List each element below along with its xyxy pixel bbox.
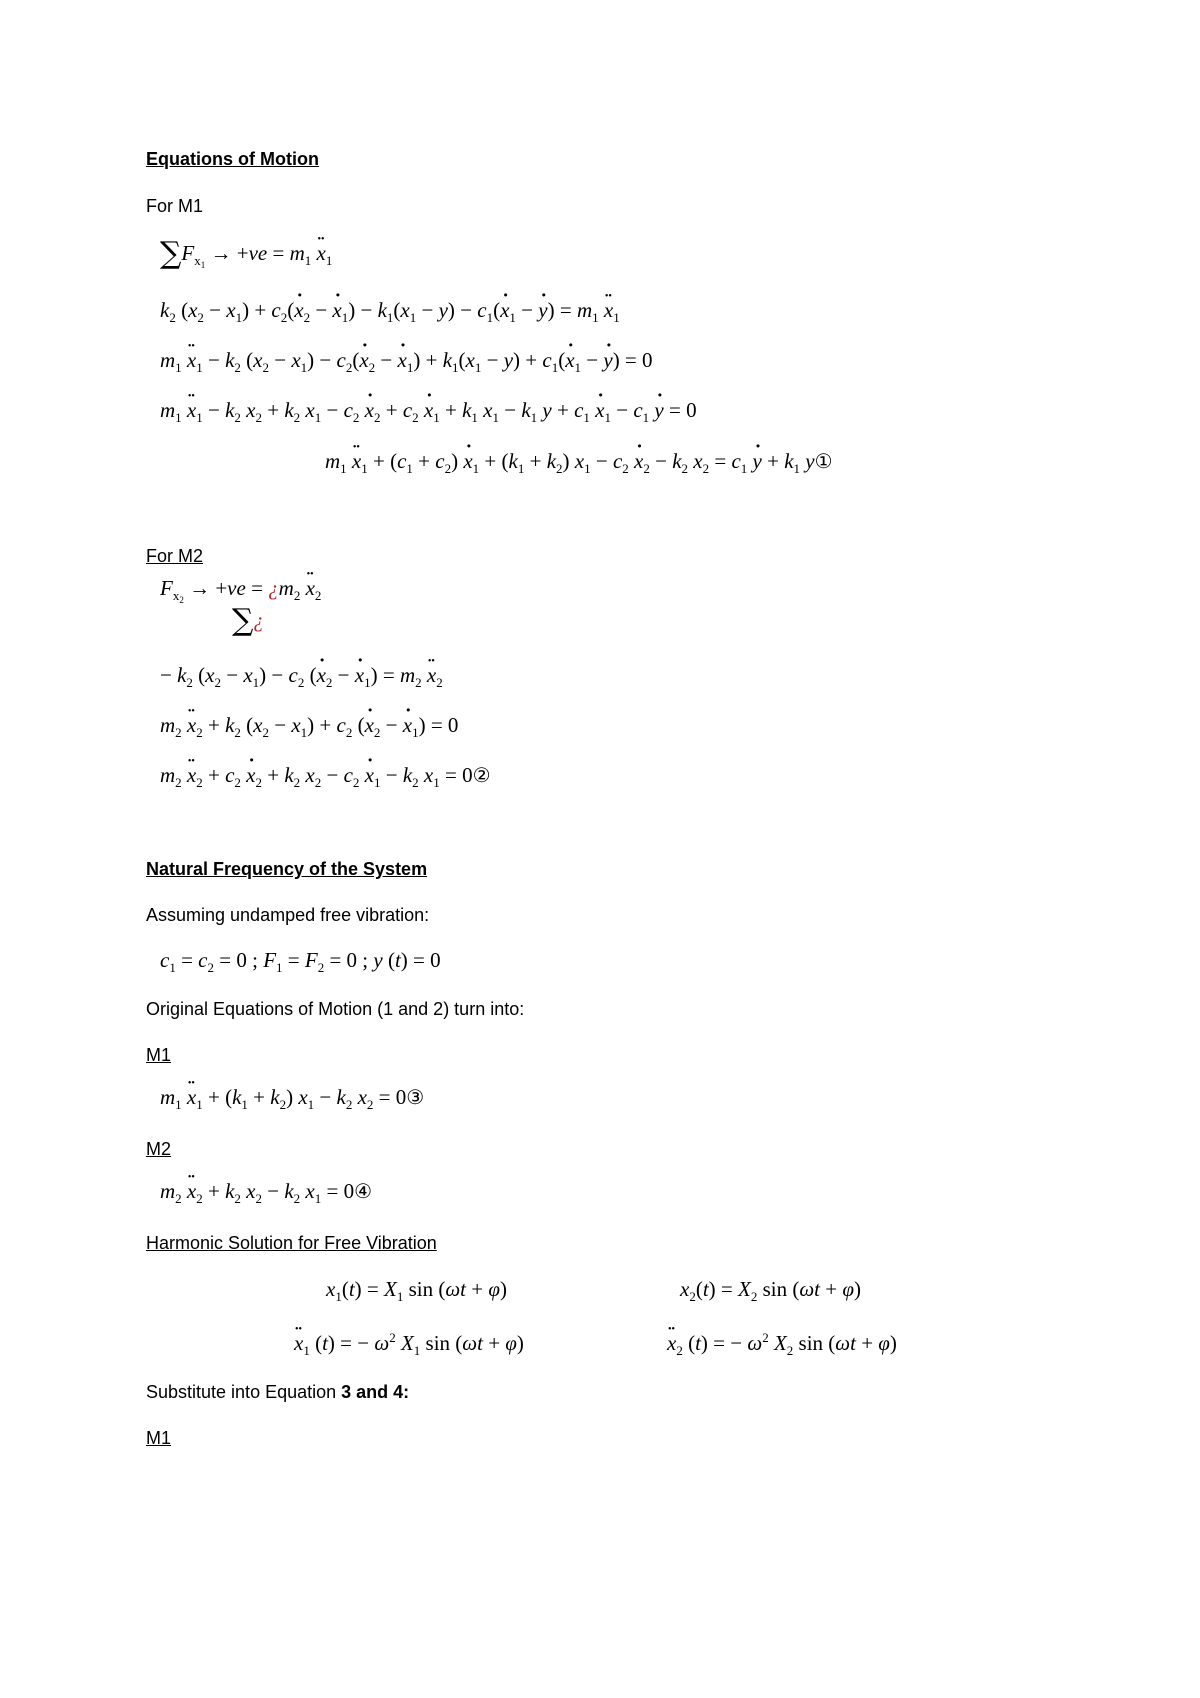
section-heading-natural-frequency: Natural Frequency of the System [146, 859, 428, 879]
equation-m2-rearranged: $m_2$ ¨ $x_2 + k_2$ $(x_2 - x_1) + c_2$ (˙ $x_2$ − ˙ $x_1) = 0$ [160, 710, 458, 740]
assumption-text: Assuming undamped free vibration: [146, 905, 430, 925]
equation-1: $m_1$ ¨ $x_1 + (c_1 + c_2)$ ˙ $x_1 + (k_1 + k_2) x_1 - c_2$ ˙ $x_2 - k_2$ $x_2 = c_1$ ˙ $y + k_1$ y① [325, 446, 833, 476]
equation-3: $m_1$ ¨ $x_1 + (k_1 + k_2) x_1 - k_2$ $x_2$ = 0③ [160, 1082, 424, 1112]
equation-m1-force-balance: $k_2$ $(x_2 - x_1)$ + $c_2(˙$ $x_2$ − ˙ $x_1) - k_1(x_1 - y)$ − $c_1(˙$ $x_1$ − ˙ $y) = m_1$ ¨ $x_1$ [160, 295, 620, 325]
equation-x1-acceleration: ¨ $x_1$ (t) = − $\omega^2$ $X_1$ sin (ωt + φ) [294, 1328, 524, 1358]
equation-sum-forces-m2: $F_{x_2} \to +ve$ = ¿$m_2$ ¨ $x_2$ [160, 573, 321, 603]
equation-sum-forces-m1: $\sum F_{x_1} \to +ve = m_1$ ¨ $x_1$ [160, 238, 332, 269]
equation-number-3: ③ [406, 1085, 425, 1109]
equation-number-2: ② [472, 763, 491, 787]
substitute-prefix: Substitute into Equation [146, 1382, 342, 1402]
turn-into-prefix: Original Equations of Motion ( [146, 999, 384, 1019]
equation-x2-acceleration: ¨ $x_2$ (t) = − $\omega^2$ $X_2$ sin (ωt + φ) [667, 1328, 897, 1358]
equation-undamped-conditions: $c_1 = c_2 = 0$ ; $F_1 = F_2 = 0$ ; y (t) = 0 [160, 948, 441, 975]
equation-4: $m_2$ ¨ $x_2 + k_2$ $x_2 - k_2$ $x_1$ = 0④ [160, 1176, 372, 1206]
equation-2: $m_2$ ¨ $x_2 + c_2$ ˙ $x_2 + k_2$ $x_2 - c_2$ ˙ $x_1 - k_2$ $x_1$ = 0② [160, 760, 491, 790]
substitute-text [146, 1381, 409, 1403]
equation-number-4: ④ [354, 1179, 373, 1203]
equation-m1-rearranged: $m_1$ ¨ $x_1 - k_2$ $(x_2 - x_1)$ − $c_2(˙$ $x_2$ − ˙ $x_1) + k_1(x_1 - y)$ + $c_1(˙$ $x_1$ − ˙ y) = 0 [160, 345, 653, 375]
section-heading-equations-of-motion: Equations of Motion [146, 149, 319, 169]
turn-into-equation-ref: 1 and 2 [383, 999, 444, 1019]
label-m1-substitute: M1 [146, 1428, 172, 1448]
equation-x2-harmonic: $x_2(t) = X_2$ sin (ωt + φ) [680, 1277, 861, 1304]
equation-m1-expanded: $m_1$ ¨ $x_1 - k_2$ $x_2 + k_2$ $x_1 - c_2$ ˙ $x_2 + c_2$ ˙ $x_1 + k_1$ $x_1 - k_1$ $y + c_1$ ˙ $x_1 - c_1$ ˙ y = 0 [160, 395, 697, 425]
label-for-m2: For M2 [146, 546, 204, 566]
equation-x1-harmonic: $x_1(t) = X_1$ sin (ωt + φ) [326, 1277, 507, 1304]
label-m1: M1 [146, 1045, 172, 1065]
substitute-equation-ref: 3 and 4: [341, 1382, 410, 1402]
turn-into-suffix: ) turn into: [443, 999, 525, 1019]
harmonic-solution-heading: Harmonic Solution for Free Vibration [146, 1233, 437, 1253]
equation-number-1: ① [814, 449, 833, 473]
label-m2: M2 [146, 1139, 172, 1159]
turn-into-text [146, 998, 524, 1020]
equation-sum-symbol-m2: ∑¿ [232, 603, 264, 638]
equation-m2-force-balance: − $k_2$ $(x_2 - x_1) - c_2$ (˙ $x_2$ − ˙ $x_1) = m_2$ ¨ $x_2$ [160, 660, 443, 690]
label-for-m1: For M1 [146, 196, 204, 216]
